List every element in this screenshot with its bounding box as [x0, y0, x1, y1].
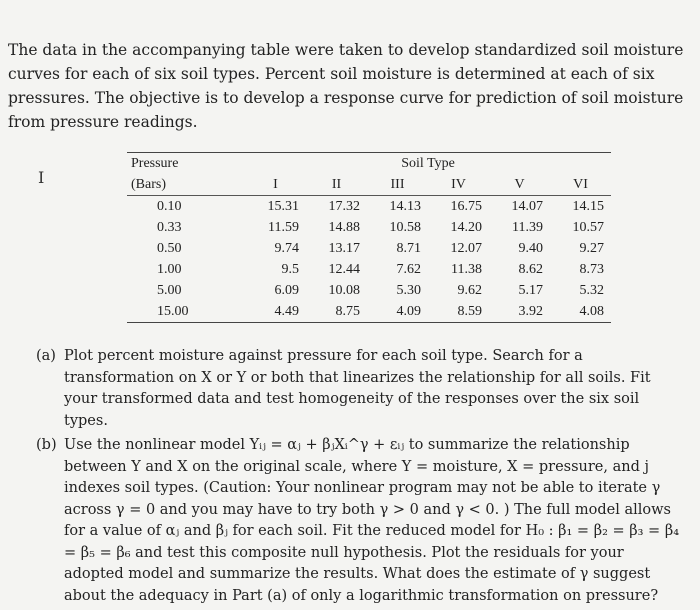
table-row [127, 280, 611, 301]
moisture-cell: 8.62 [518, 261, 543, 277]
table-row [127, 301, 611, 323]
pressure-cell: 0.33 [157, 219, 182, 235]
moisture-cell: 9.40 [518, 240, 543, 256]
soil-type-header: Soil Type [401, 155, 455, 171]
moisture-cell: 14.13 [389, 198, 421, 214]
moisture-cell: 11.59 [268, 219, 299, 235]
moisture-cell: 4.09 [396, 303, 421, 319]
intro-paragraph: The data in the accompanying table were taken to develop standardized soil moisture curves for each of six soil types. Percent soil moisture is determined at each of six pressures. The objective is to develop a response curve for prediction of soil moisture from pressure readings. [8, 41, 684, 131]
moisture-cell: 17.32 [328, 198, 360, 214]
part-b [36, 435, 684, 607]
pressure-cell: 5.00 [157, 282, 182, 298]
table-row [127, 217, 611, 238]
moisture-cell: 4.08 [579, 303, 604, 319]
moisture-cell: 14.07 [511, 198, 543, 214]
pressure-unit-header: (Bars) [131, 176, 166, 192]
moisture-cell: 11.39 [512, 219, 543, 235]
moisture-cell: 14.88 [328, 219, 360, 235]
moisture-cell: 9.62 [457, 282, 482, 298]
table-row [127, 238, 611, 259]
moisture-cell: 8.59 [457, 303, 482, 319]
moisture-cell: 6.09 [274, 282, 299, 298]
moisture-cell: 4.49 [274, 303, 299, 319]
moisture-cell: 8.71 [396, 240, 421, 256]
moisture-cell: 9.27 [579, 240, 604, 256]
moisture-cell: 14.20 [450, 219, 482, 235]
pressure-cell: 0.10 [157, 198, 182, 214]
moisture-cell: 3.92 [518, 303, 543, 319]
moisture-cell: 10.58 [389, 219, 421, 235]
moisture-cell: 9.74 [274, 240, 299, 256]
moisture-cell: 11.38 [451, 261, 482, 277]
pressure-cell: 15.00 [157, 303, 189, 319]
soil-type-col-header: I [273, 176, 278, 192]
moisture-cell: 16.75 [450, 198, 482, 214]
table-row [127, 259, 611, 280]
soil-type-col-header: V [514, 176, 525, 192]
part-a [36, 346, 684, 432]
moisture-cell: 8.75 [335, 303, 360, 319]
soil-type-col-header: II [331, 176, 342, 192]
soil-type-col-header: III [390, 176, 405, 192]
moisture-cell: 8.73 [579, 261, 604, 277]
moisture-cell: 13.17 [328, 240, 360, 256]
text-cursor-icon: I [38, 168, 45, 187]
soil-type-col-header: VI [573, 176, 588, 192]
pressure-cell: 1.00 [157, 261, 182, 277]
soil-moisture-table [127, 152, 611, 323]
moisture-cell: 9.5 [281, 261, 299, 277]
moisture-cell: 5.30 [396, 282, 421, 298]
problem-parts [36, 346, 684, 610]
problem-intro [8, 38, 692, 134]
moisture-cell: 15.31 [267, 198, 299, 214]
moisture-cell: 5.17 [518, 282, 543, 298]
part-a-text: Plot percent moisture against pressure for each soil type. Search for a transformation on X or Y or both that linearizes the relationship for all soils. Fit your transformed data and test homogeneity of the responses over the six soil types. [64, 348, 651, 429]
moisture-cell: 12.07 [450, 240, 482, 256]
moisture-cell: 12.44 [328, 261, 360, 277]
table-row [127, 196, 611, 218]
moisture-cell: 10.57 [572, 219, 604, 235]
pressure-header: Pressure [131, 155, 179, 171]
moisture-cell: 14.15 [572, 198, 604, 214]
part-b-text: Use the nonlinear model Yᵢⱼ = αⱼ + βⱼXᵢ^γ + εᵢⱼ to summarize the relationship between Y and X on the original scale, where Y = moisture, X = pressure, and j indexes soil types. (Caution: Your nonlinear program may not be able to iterate γ across γ = 0 and you may have to try both γ > 0 and γ < 0. ) The full model allows for a value of αⱼ and βⱼ for each soil. Fit the reduced model for H₀ : β₁ = β₂ = β₃ = β₄ = β₅ = β₆ and test this composite null hypothesis. Plot the residuals for your adopted model and summarize the results. What does the estimate of γ suggest about the adequacy in Part (a) of only a logarithmic transformation on pressure? [64, 437, 680, 604]
part-a-label: (a) [36, 348, 56, 364]
part-b-label: (b) [36, 437, 57, 453]
moisture-cell: 10.08 [328, 282, 360, 298]
moisture-cell: 5.32 [579, 282, 604, 298]
moisture-cell: 7.62 [396, 261, 421, 277]
pressure-cell: 0.50 [157, 240, 182, 256]
soil-type-col-header: IV [451, 176, 466, 192]
